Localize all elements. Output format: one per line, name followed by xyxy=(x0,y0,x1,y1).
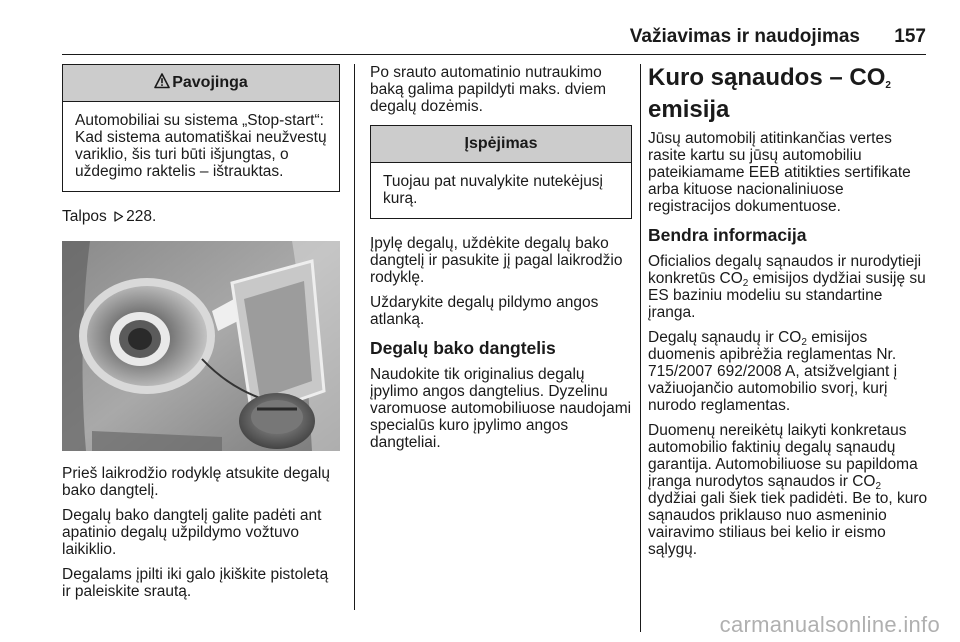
warning-triangle-icon xyxy=(154,67,170,83)
column-divider-left xyxy=(354,64,355,610)
danger-box-header xyxy=(63,65,339,102)
column-left xyxy=(62,64,340,608)
co2-subscript: 2 xyxy=(875,481,882,492)
paragraph-cap-holder: Degalų bako dangtelį galite padėti ant apatinio degalų užpildymo vožtuvo laikiklio. xyxy=(62,507,322,558)
danger-box xyxy=(62,64,340,192)
column-right xyxy=(648,64,928,566)
notice-box-body: Tuojau pat nuvalykite nutekėjusį kurą. xyxy=(383,173,604,207)
watermark: carmanualsonline.info xyxy=(719,612,940,637)
text-segment: emisijos duomenis apibrėžia reglamentas Nr. 715/2007 692/2008 A, atsižvelgiant į važiuojančio automobilio svorį, kurį nurodo reglamentas. xyxy=(648,329,898,414)
text-segment: Oficialios degalų sąnaudos ir nurodytieji konkretūs CO xyxy=(648,253,922,287)
column-middle xyxy=(370,64,632,459)
section-title-subscript: 2 xyxy=(885,80,891,91)
page-reference-arrow-icon xyxy=(113,209,124,220)
paragraph-official-consumption xyxy=(648,253,928,321)
header-rule xyxy=(62,54,926,55)
paragraph-original-caps: Naudokite tik originalius degalų įpylimo angos dangtelius. Dyzelinu varomuose automobiliuose naudojami specialūs kuro įpylimo angos dangteliai. xyxy=(370,366,632,451)
capacity-reference xyxy=(62,208,340,225)
paragraph-auto-cutoff: Po srauto automatinio nutraukimo baką galima papildyti maks. dviem degalų dozėmis. xyxy=(370,64,607,115)
section-title xyxy=(648,64,928,92)
subheading-general-info: Bendra informacija xyxy=(648,225,807,245)
text-segment: Duomenų nereikėtų laikyti konkretaus automobilio faktinių degalų sąnaudų garantija. Automobiliuose su papildoma įranga nurodytos sąnaudos ir CO xyxy=(648,422,918,490)
paragraph-regulation xyxy=(648,329,928,414)
paragraph-replace-cap: Įpylę degalų, uždėkite degalų bako dangtelį ir pasukite jį pagal laikrodžio rodyklę. xyxy=(370,235,623,286)
section-title-line2: emisija xyxy=(648,96,730,123)
notice-box xyxy=(370,125,632,219)
paragraph-no-guarantee xyxy=(648,422,928,558)
capacity-page-link[interactable]: 228. xyxy=(126,208,157,225)
co2-subscript: 2 xyxy=(742,278,749,289)
header-title: Važiavimas ir naudojimas xyxy=(629,26,860,47)
column-divider-right xyxy=(640,64,641,632)
subheading-fuel-cap: Degalų bako dangtelis xyxy=(370,338,556,358)
paragraph-unscrew-cap: Prieš laikrodžio rodyklę atsukite degalų bako dangtelį. xyxy=(62,465,330,499)
fuel-filler-flap-photo xyxy=(62,241,340,451)
text-segment: emisijos dydžiai susiję su ES baziniu modeliu su standartine įranga. xyxy=(648,270,926,321)
paragraph-close-flap: Uždarykite degalų pildymo angos atlanką. xyxy=(370,294,599,328)
text-segment: Degalų sąnaudų ir CO xyxy=(648,329,802,346)
page-number: 157 xyxy=(894,26,926,47)
paragraph-insert-nozzle: Degalams įpilti iki galo įkiškite pistoletą ir paleiskite srautą. xyxy=(62,566,329,600)
text-segment: dydžiai gali šiek tiek padidėti. Be to, kuro sąnaudos priklauso nuo asmeninio vairavimo stiliaus bei kelio ir eismo sąlygų. xyxy=(648,490,928,558)
danger-box-title: Pavojinga xyxy=(172,74,248,91)
capacity-label: Talpos xyxy=(62,208,107,225)
co2-subscript: 2 xyxy=(801,337,807,348)
paragraph-certificate: Jūsų automobilį atitinkančias vertes rasite kartu su jūsų automobiliu pateikiamame EEB atitikties sertifikate arba kituose nacionaliniuose registracijos dokumentuose. xyxy=(648,130,911,215)
danger-box-body: Automobiliai su sistema „Stop-start“: Kad sistema automatiškai neužvestų variklio, šis turi būti išjungtas, o uždegimo raktelis – ištrauktas. xyxy=(75,112,327,180)
notice-box-header: Įspėjimas xyxy=(371,126,631,163)
section-title-main: Kuro sąnaudos – CO xyxy=(648,64,886,91)
